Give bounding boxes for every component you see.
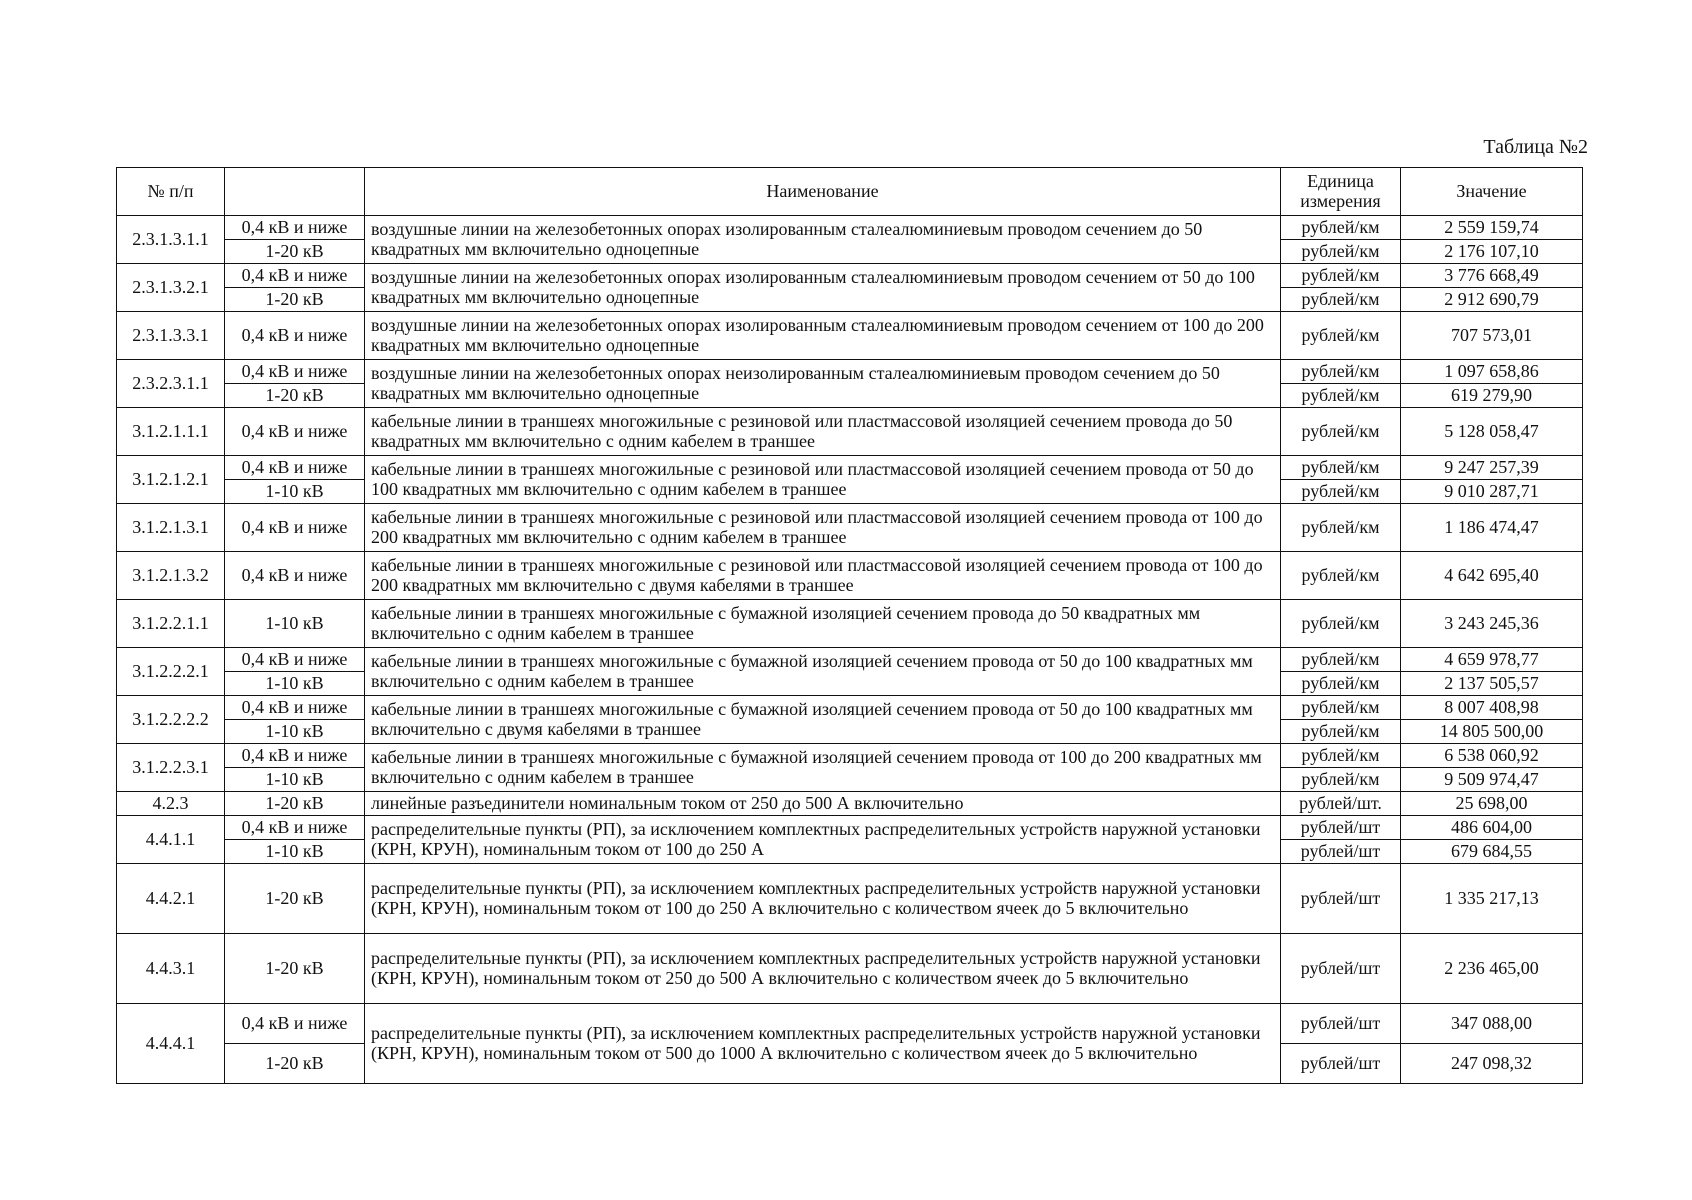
row-number: 4.2.3 — [117, 792, 225, 816]
row-number: 4.4.4.1 — [117, 1004, 225, 1084]
row-unit: рублей/км — [1281, 720, 1401, 744]
row-name: воздушные линии на железобетонных опорах изолированным сталеалюминиевым проводом сечением от 50 до 100 квадратных мм включительно одноцепные — [365, 264, 1281, 312]
row-unit: рублей/км — [1281, 360, 1401, 384]
header-row — [117, 168, 1583, 216]
header-number: № п/п — [117, 168, 225, 216]
row-number: 4.4.3.1 — [117, 934, 225, 1004]
row-voltage: 0,4 кВ и ниже — [225, 216, 365, 240]
row-number: 3.1.2.1.3.2 — [117, 552, 225, 600]
row-number: 3.1.2.1.1.1 — [117, 408, 225, 456]
row-unit: рублей/км — [1281, 480, 1401, 504]
row-voltage: 0,4 кВ и ниже — [225, 408, 365, 456]
row-number: 2.3.1.3.1.1 — [117, 216, 225, 264]
row-unit: рублей/км — [1281, 648, 1401, 672]
row-value: 1 097 658,86 — [1401, 360, 1583, 384]
row-name: кабельные линии в траншеях многожильные с бумажной изоляцией сечением провода до 50 квадратных мм включительно с одним кабелем в траншее — [365, 600, 1281, 648]
row-voltage: 0,4 кВ и ниже — [225, 696, 365, 720]
table-caption: Таблица №2 — [1483, 136, 1588, 158]
table-row — [117, 360, 1583, 384]
row-number: 3.1.2.2.1.1 — [117, 600, 225, 648]
row-name: воздушные линии на железобетонных опорах изолированным сталеалюминиевым проводом сечением от 100 до 200 квадратных мм включительно одноцепные — [365, 312, 1281, 360]
row-name: воздушные линии на железобетонных опорах изолированным сталеалюминиевым проводом сечением до 50 квадратных мм включительно одноцепные — [365, 216, 1281, 264]
table-row — [117, 696, 1583, 720]
row-voltage: 1-20 кВ — [225, 288, 365, 312]
table-row — [117, 504, 1583, 552]
row-name: воздушные линии на железобетонных опорах неизолированным сталеалюминиевым проводом сечением до 50 квадратных мм включительно одноцепные — [365, 360, 1281, 408]
row-voltage: 1-10 кВ — [225, 720, 365, 744]
row-name: распределительные пункты (РП), за исключением комплектных распределительных устройств наружной установки (КРН, КРУН), номинальным током от 500 до 1000 А включительно с количеством ячеек до 5 включительно — [365, 1004, 1281, 1084]
row-voltage: 0,4 кВ и ниже — [225, 744, 365, 768]
row-value: 707 573,01 — [1401, 312, 1583, 360]
row-number: 4.4.2.1 — [117, 864, 225, 934]
row-name: распределительные пункты (РП), за исключением комплектных распределительных устройств наружной установки (КРН, КРУН), номинальным током от 100 до 250 А — [365, 816, 1281, 864]
table-row — [117, 216, 1583, 240]
row-value: 9 247 257,39 — [1401, 456, 1583, 480]
row-unit: рублей/км — [1281, 504, 1401, 552]
table-row — [117, 648, 1583, 672]
row-voltage: 1-10 кВ — [225, 480, 365, 504]
table-row — [117, 816, 1583, 840]
table-row — [117, 744, 1583, 768]
row-unit: рублей/км — [1281, 600, 1401, 648]
row-unit: рублей/км — [1281, 264, 1401, 288]
row-number: 3.1.2.2.2.1 — [117, 648, 225, 696]
row-value: 486 604,00 — [1401, 816, 1583, 840]
row-unit: рублей/км — [1281, 456, 1401, 480]
row-number: 3.1.2.2.2.2 — [117, 696, 225, 744]
row-voltage: 0,4 кВ и ниже — [225, 816, 365, 840]
table-row — [117, 864, 1583, 934]
row-voltage: 1-20 кВ — [225, 864, 365, 934]
row-unit: рублей/шт — [1281, 934, 1401, 1004]
row-unit: рублей/км — [1281, 408, 1401, 456]
row-unit: рублей/км — [1281, 552, 1401, 600]
row-number: 2.3.1.3.3.1 — [117, 312, 225, 360]
row-voltage: 1-10 кВ — [225, 672, 365, 696]
table-row — [117, 792, 1583, 816]
row-voltage: 0,4 кВ и ниже — [225, 360, 365, 384]
row-name: кабельные линии в траншеях многожильные с бумажной изоляцией сечением провода от 50 до 100 квадратных мм включительно с одним кабелем в траншее — [365, 648, 1281, 696]
table-row — [117, 600, 1583, 648]
row-number: 2.3.2.3.1.1 — [117, 360, 225, 408]
row-voltage: 1-20 кВ — [225, 240, 365, 264]
row-number: 3.1.2.1.3.1 — [117, 504, 225, 552]
header-unit: Единица измерения — [1281, 168, 1401, 216]
row-value: 2 176 107,10 — [1401, 240, 1583, 264]
table-row — [117, 552, 1583, 600]
row-voltage: 1-10 кВ — [225, 768, 365, 792]
row-value: 14 805 500,00 — [1401, 720, 1583, 744]
table-row — [117, 456, 1583, 480]
row-unit: рублей/шт — [1281, 1004, 1401, 1044]
row-unit: рублей/км — [1281, 744, 1401, 768]
row-name: кабельные линии в траншеях многожильные с резиновой или пластмассовой изоляцией сечением провода до 50 квадратных мм включительно с одним кабелем в траншее — [365, 408, 1281, 456]
table-row — [117, 408, 1583, 456]
row-value: 3 243 245,36 — [1401, 600, 1583, 648]
row-voltage: 0,4 кВ и ниже — [225, 648, 365, 672]
row-value: 2 559 159,74 — [1401, 216, 1583, 240]
row-unit: рублей/шт — [1281, 864, 1401, 934]
row-number: 2.3.1.3.2.1 — [117, 264, 225, 312]
row-name: кабельные линии в траншеях многожильные с бумажной изоляцией сечением провода от 100 до 200 квадратных мм включительно с одним кабелем в траншее — [365, 744, 1281, 792]
row-unit: рублей/шт — [1281, 840, 1401, 864]
row-unit: рублей/шт — [1281, 1044, 1401, 1084]
row-value: 2 912 690,79 — [1401, 288, 1583, 312]
row-voltage: 1-20 кВ — [225, 792, 365, 816]
row-name: кабельные линии в траншеях многожильные с резиновой или пластмассовой изоляцией сечением провода от 50 до 100 квадратных мм включительно с одним кабелем в траншее — [365, 456, 1281, 504]
row-value: 4 642 695,40 — [1401, 552, 1583, 600]
row-value: 619 279,90 — [1401, 384, 1583, 408]
header-name: Наименование — [365, 168, 1281, 216]
row-unit: рублей/км — [1281, 672, 1401, 696]
table-header — [117, 168, 1583, 216]
row-unit: рублей/шт — [1281, 816, 1401, 840]
row-voltage: 1-10 кВ — [225, 600, 365, 648]
table-body — [117, 216, 1583, 1084]
row-value: 679 684,55 — [1401, 840, 1583, 864]
row-value: 9 509 974,47 — [1401, 768, 1583, 792]
row-unit: рублей/км — [1281, 240, 1401, 264]
row-unit: рублей/км — [1281, 216, 1401, 240]
row-value: 25 698,00 — [1401, 792, 1583, 816]
row-unit: рублей/км — [1281, 312, 1401, 360]
row-value: 8 007 408,98 — [1401, 696, 1583, 720]
header-value: Значение — [1401, 168, 1583, 216]
row-number: 4.4.1.1 — [117, 816, 225, 864]
table-row — [117, 1004, 1583, 1044]
row-voltage: 0,4 кВ и ниже — [225, 312, 365, 360]
row-voltage: 0,4 кВ и ниже — [225, 1004, 365, 1044]
row-name: распределительные пункты (РП), за исключением комплектных распределительных устройств наружной установки (КРН, КРУН), номинальным током от 250 до 500 А включительно с количеством ячеек до 5 включительно — [365, 934, 1281, 1004]
row-voltage: 1-10 кВ — [225, 840, 365, 864]
row-voltage: 0,4 кВ и ниже — [225, 264, 365, 288]
row-unit: рублей/шт. — [1281, 792, 1401, 816]
row-value: 2 137 505,57 — [1401, 672, 1583, 696]
row-value: 4 659 978,77 — [1401, 648, 1583, 672]
header-voltage — [225, 168, 365, 216]
row-name: распределительные пункты (РП), за исключением комплектных распределительных устройств наружной установки (КРН, КРУН), номинальным током от 100 до 250 А включительно с количеством ячеек до 5 включительно — [365, 864, 1281, 934]
row-unit: рублей/км — [1281, 288, 1401, 312]
row-value: 247 098,32 — [1401, 1044, 1583, 1084]
row-name: кабельные линии в траншеях многожильные с резиновой или пластмассовой изоляцией сечением провода от 100 до 200 квадратных мм включительно с двумя кабелями в траншее — [365, 552, 1281, 600]
row-voltage: 0,4 кВ и ниже — [225, 504, 365, 552]
row-voltage: 1-20 кВ — [225, 934, 365, 1004]
row-value: 3 776 668,49 — [1401, 264, 1583, 288]
tariff-table — [116, 167, 1583, 1084]
row-value: 2 236 465,00 — [1401, 934, 1583, 1004]
row-voltage: 1-20 кВ — [225, 384, 365, 408]
row-name: линейные разъединители номинальным током от 250 до 500 А включительно — [365, 792, 1281, 816]
row-number: 3.1.2.1.2.1 — [117, 456, 225, 504]
row-value: 6 538 060,92 — [1401, 744, 1583, 768]
row-name: кабельные линии в траншеях многожильные с бумажной изоляцией сечением провода от 50 до 100 квадратных мм включительно с двумя кабелями в траншее — [365, 696, 1281, 744]
row-unit: рублей/км — [1281, 768, 1401, 792]
table-row — [117, 934, 1583, 1004]
row-unit: рублей/км — [1281, 696, 1401, 720]
row-value: 1 186 474,47 — [1401, 504, 1583, 552]
row-voltage: 0,4 кВ и ниже — [225, 552, 365, 600]
row-value: 5 128 058,47 — [1401, 408, 1583, 456]
row-unit: рублей/км — [1281, 384, 1401, 408]
table-row — [117, 312, 1583, 360]
row-number: 3.1.2.2.3.1 — [117, 744, 225, 792]
row-voltage: 0,4 кВ и ниже — [225, 456, 365, 480]
row-value: 9 010 287,71 — [1401, 480, 1583, 504]
row-name: кабельные линии в траншеях многожильные с резиновой или пластмассовой изоляцией сечением провода от 100 до 200 квадратных мм включительно с одним кабелем в траншее — [365, 504, 1281, 552]
row-value: 1 335 217,13 — [1401, 864, 1583, 934]
table-row — [117, 264, 1583, 288]
row-voltage: 1-20 кВ — [225, 1044, 365, 1084]
row-value: 347 088,00 — [1401, 1004, 1583, 1044]
